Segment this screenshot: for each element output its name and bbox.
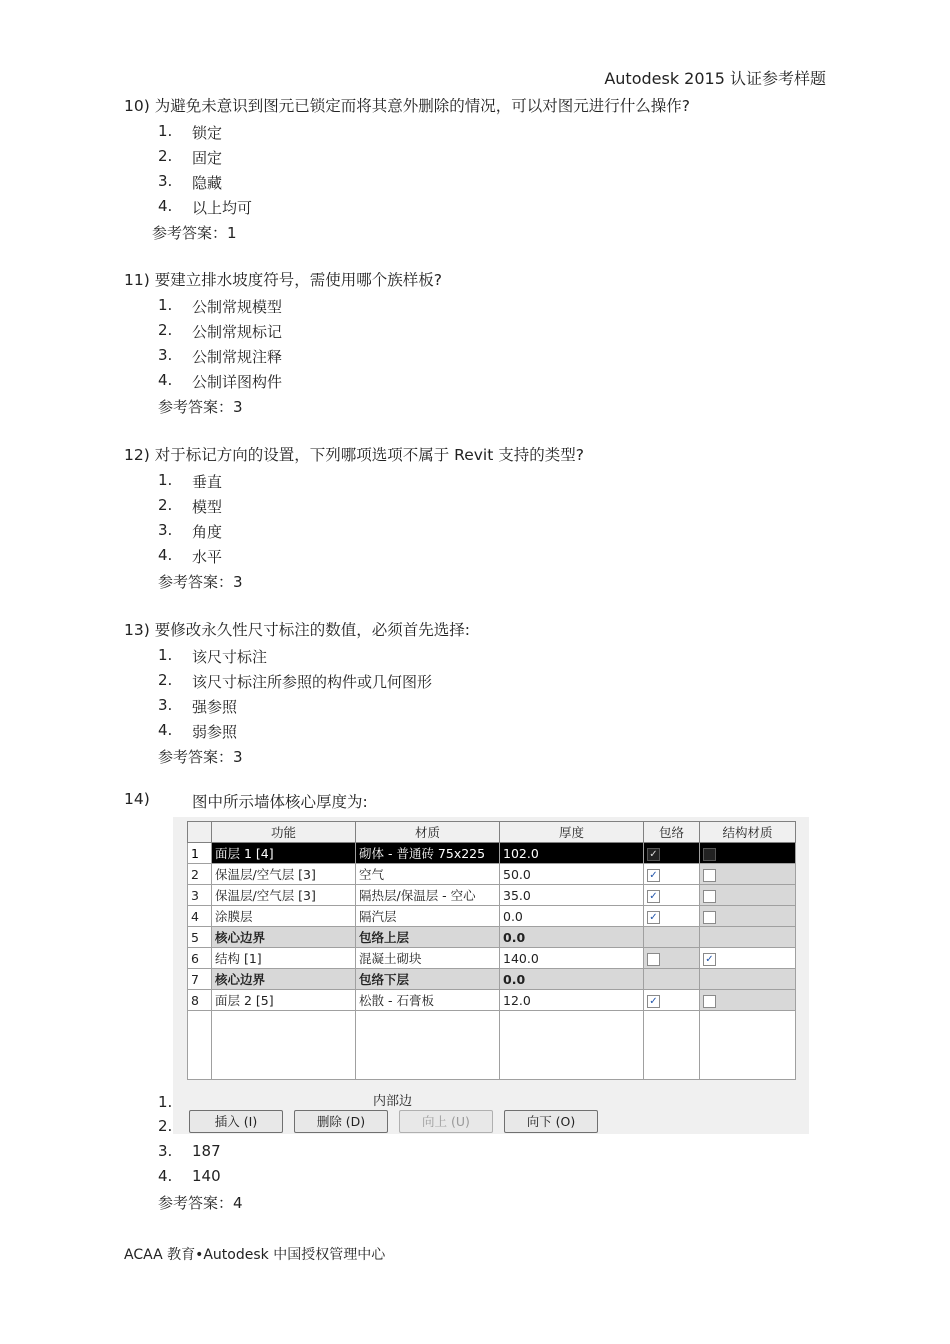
material-cell[interactable]: 隔汽层 <box>356 906 500 927</box>
wraps-checkbox[interactable]: ✓ <box>647 869 660 882</box>
wall-layers-dialog <box>173 817 809 1134</box>
table-row[interactable] <box>188 990 796 1011</box>
row-number-cell[interactable]: 3 <box>188 885 212 906</box>
table-row[interactable] <box>188 843 796 864</box>
option-text: 该尺寸标注 <box>192 648 268 666</box>
option-text: 隐藏 <box>192 174 223 192</box>
structural-material-cell[interactable] <box>700 948 796 969</box>
row-number-cell[interactable]: 6 <box>188 948 212 969</box>
wraps-checkbox[interactable]: ✓ <box>647 848 660 861</box>
wraps-checkbox[interactable]: ✓ <box>647 911 660 924</box>
question-10-text: 10) 为避免未意识到图元已锁定而将其意外删除的情况，可以对图元进行什么操作? <box>124 97 690 115</box>
answer-text: 参考答案：3 <box>158 573 243 591</box>
thickness-cell[interactable]: 50.0 <box>500 864 644 885</box>
function-cell[interactable]: 保温层/空气层 [3] <box>212 864 356 885</box>
q14-option-4-text: 140 <box>192 1167 221 1185</box>
structural-material-checkbox[interactable] <box>703 869 716 882</box>
q14-answer: 参考答案：4 <box>158 1194 243 1212</box>
wraps-checkbox[interactable]: ✓ <box>647 890 660 903</box>
structural-material-checkbox[interactable]: ✓ <box>703 953 716 966</box>
material-cell[interactable]: 混凝土砌块 <box>356 948 500 969</box>
question-11-text: 11) 要建立排水坡度符号，需使用哪个族样板? <box>124 271 442 289</box>
function-cell[interactable]: 面层 1 [4] <box>212 843 356 864</box>
function-cell[interactable]: 核心边界 <box>212 969 356 990</box>
option-number: 3. <box>158 172 173 190</box>
row-number-cell[interactable]: 8 <box>188 990 212 1011</box>
option-number: 3. <box>158 521 173 539</box>
column-header-function[interactable]: 功能 <box>212 822 356 843</box>
option-number: 1. <box>158 296 173 314</box>
function-cell[interactable]: 保温层/空气层 [3] <box>212 885 356 906</box>
wraps-cell[interactable] <box>644 843 700 864</box>
function-cell[interactable]: 结构 [1] <box>212 948 356 969</box>
interior-side-label: 内部边 <box>373 1094 413 1109</box>
table-header-row <box>188 822 796 843</box>
option-number: 4. <box>158 197 173 215</box>
option-text: 公制常规标记 <box>192 323 283 341</box>
q14-option-3-number: 3. <box>158 1142 173 1160</box>
function-cell[interactable]: 面层 2 [5] <box>212 990 356 1011</box>
wraps-checkbox[interactable]: ✓ <box>647 995 660 1008</box>
function-cell[interactable]: 核心边界 <box>212 927 356 948</box>
row-number-cell[interactable]: 4 <box>188 906 212 927</box>
option-number: 2. <box>158 147 173 165</box>
question-13-text: 13) 要修改永久性尺寸标注的数值，必须首先选择: <box>124 621 470 639</box>
option-number: 1. <box>158 471 173 489</box>
row-number-cell[interactable]: 1 <box>188 843 212 864</box>
question-14-text: 图中所示墙体核心厚度为: <box>192 793 368 811</box>
option-text: 角度 <box>192 523 223 541</box>
structural-material-cell[interactable] <box>700 990 796 1011</box>
option-number: 4. <box>158 721 173 739</box>
option-text: 固定 <box>192 149 223 167</box>
row-number-cell[interactable]: 5 <box>188 927 212 948</box>
function-cell[interactable]: 涂膜层 <box>212 906 356 927</box>
option-text: 模型 <box>192 498 223 516</box>
q14-option-1-number: 1. <box>158 1093 173 1111</box>
table-row[interactable] <box>188 885 796 906</box>
question-14-number: 14) <box>124 790 150 808</box>
thickness-cell[interactable]: 35.0 <box>500 885 644 906</box>
option-text: 水平 <box>192 548 223 566</box>
structural-material-cell[interactable] <box>700 927 796 948</box>
material-cell[interactable]: 包络上层 <box>356 927 500 948</box>
wraps-cell[interactable] <box>644 927 700 948</box>
column-header-wraps[interactable]: 包络 <box>644 822 700 843</box>
option-text: 强参照 <box>192 698 238 716</box>
wraps-cell[interactable] <box>644 906 700 927</box>
row-number-cell[interactable]: 7 <box>188 969 212 990</box>
structural-material-checkbox[interactable] <box>703 911 716 924</box>
move-up-button[interactable]: 向上 (U) <box>399 1110 493 1133</box>
thickness-cell[interactable]: 0.0 <box>500 969 644 990</box>
option-text: 公制常规注释 <box>192 348 283 366</box>
answer-text: 参考答案：3 <box>158 748 243 766</box>
option-number: 2. <box>158 496 173 514</box>
thickness-cell[interactable]: 0.0 <box>500 906 644 927</box>
structural-material-checkbox[interactable] <box>703 995 716 1008</box>
option-text: 锁定 <box>192 124 223 142</box>
table-row[interactable] <box>188 927 796 948</box>
structural-material-checkbox[interactable] <box>703 890 716 903</box>
structural-material-cell[interactable] <box>700 843 796 864</box>
option-text: 公制详图构件 <box>192 373 283 391</box>
wraps-checkbox[interactable] <box>647 953 660 966</box>
wraps-cell[interactable] <box>644 885 700 906</box>
option-text: 公制常规模型 <box>192 298 283 316</box>
table-row[interactable] <box>188 969 796 990</box>
delete-button[interactable]: 删除 (D) <box>294 1110 388 1133</box>
option-text: 弱参照 <box>192 723 238 741</box>
material-cell[interactable]: 隔热层/保温层 - 空心 <box>356 885 500 906</box>
q14-option-4-number: 4. <box>158 1167 173 1185</box>
material-cell[interactable]: 砌体 - 普通砖 75x225 <box>356 843 500 864</box>
table-row[interactable] <box>188 948 796 969</box>
q14-option-3-text: 187 <box>192 1142 221 1160</box>
option-number: 3. <box>158 346 173 364</box>
column-header-thickness[interactable]: 厚度 <box>500 822 644 843</box>
question-12-text: 12) 对于标记方向的设置，下列哪项选项不属于 Revit 支持的类型? <box>124 446 584 464</box>
wraps-cell[interactable] <box>644 948 700 969</box>
material-cell[interactable]: 空气 <box>356 864 500 885</box>
page-footer: ACAA 教育•Autodesk 中国授权管理中心 <box>124 1247 386 1263</box>
option-number: 2. <box>158 671 173 689</box>
column-header-structural-material[interactable]: 结构材质 <box>700 822 796 843</box>
option-number: 4. <box>158 371 173 389</box>
option-number: 3. <box>158 696 173 714</box>
empty-row <box>188 1011 796 1080</box>
page-header: Autodesk 2015 认证参考样题 <box>604 69 826 88</box>
insert-button[interactable]: 插入 (I) <box>189 1110 283 1133</box>
structural-material-checkbox[interactable] <box>703 848 716 861</box>
column-header-material[interactable]: 材质 <box>356 822 500 843</box>
option-number: 1. <box>158 646 173 664</box>
answer-text: 参考答案：1 <box>152 224 237 242</box>
thickness-cell[interactable]: 102.0 <box>500 843 644 864</box>
answer-text: 参考答案：3 <box>158 398 243 416</box>
option-text: 该尺寸标注所参照的构件或几何图形 <box>192 673 433 691</box>
material-cell[interactable]: 包络下层 <box>356 969 500 990</box>
table-row[interactable] <box>188 864 796 885</box>
wraps-cell[interactable] <box>644 990 700 1011</box>
option-number: 1. <box>158 122 173 140</box>
q14-option-2-number: 2. <box>158 1117 173 1135</box>
thickness-cell[interactable]: 140.0 <box>500 948 644 969</box>
thickness-cell[interactable]: 0.0 <box>500 927 644 948</box>
wraps-cell[interactable] <box>644 864 700 885</box>
option-text: 以上均可 <box>192 199 253 217</box>
move-down-button[interactable]: 向下 (O) <box>504 1110 598 1133</box>
layers-table <box>187 821 796 1080</box>
wraps-cell[interactable] <box>644 969 700 990</box>
structural-material-cell[interactable] <box>700 969 796 990</box>
option-number: 4. <box>158 546 173 564</box>
table-row[interactable] <box>188 906 796 927</box>
material-cell[interactable]: 松散 - 石膏板 <box>356 990 500 1011</box>
option-text: 垂直 <box>192 473 223 491</box>
structural-material-cell[interactable] <box>700 885 796 906</box>
row-number-cell[interactable]: 2 <box>188 864 212 885</box>
structural-material-cell[interactable] <box>700 906 796 927</box>
option-number: 2. <box>158 321 173 339</box>
structural-material-cell[interactable] <box>700 864 796 885</box>
thickness-cell[interactable]: 12.0 <box>500 990 644 1011</box>
